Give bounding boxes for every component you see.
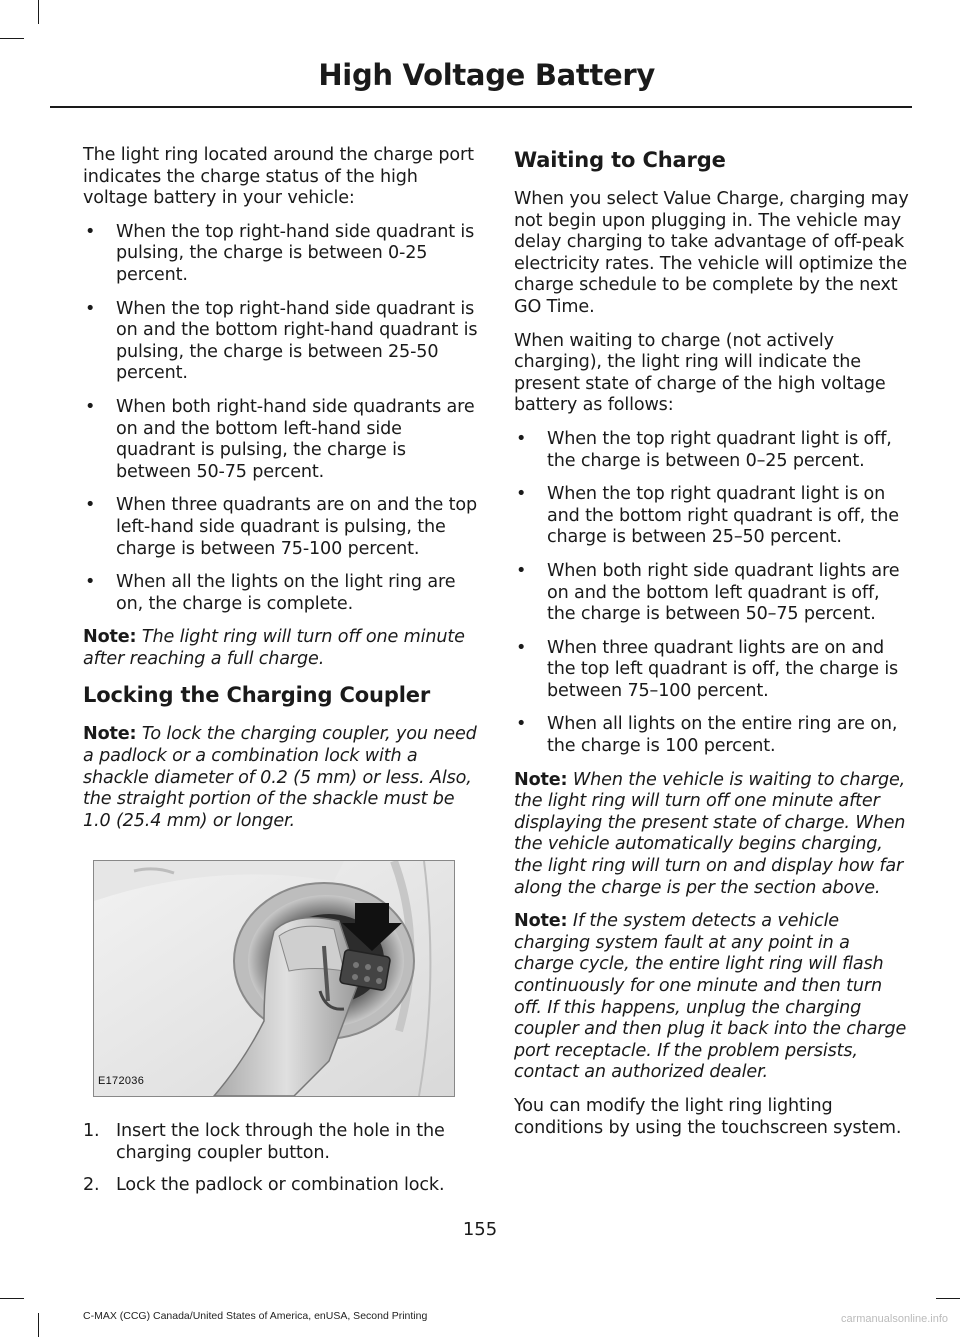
note-padlock <box>83 724 478 832</box>
header-divider <box>50 106 912 108</box>
page-title: High Voltage Battery <box>318 58 655 92</box>
step-text: Insert the lock through the hole in the charging coupler button. <box>116 1121 445 1164</box>
note-label: Note: <box>83 627 137 648</box>
note-waiting <box>514 770 909 900</box>
note-text: The light ring will turn off one minute after reaching a full charge. <box>83 627 465 669</box>
note-label: Note: <box>514 911 568 932</box>
list-item: • When both right side quadrant lights are on and the bottom left quadrant is off, the charge is between 50–75 percent. <box>514 561 909 626</box>
value-charge-paragraph: When you select Value Charge, charging may not begin upon plugging in. The vehicle may delay charging to take advantage of off-peak electricity rates. The vehicle will optimize the charge schedule to be complete by the next GO Time. <box>514 189 909 317</box>
section-heading-waiting: Waiting to Charge <box>514 148 726 172</box>
list-item: • When three quadrants are on and the top left-hand side quadrant is pulsing, the charge is between 75-100 percent. <box>83 495 478 560</box>
note-full-charge <box>83 627 478 670</box>
footer-edition: C-MAX (CCG) Canada/United States of America, enUSA, Second Printing <box>83 1310 428 1322</box>
step-item <box>83 1175 478 1197</box>
coupler-lock-drawing <box>94 861 454 1096</box>
right-column <box>514 145 909 1151</box>
step-number: 2. <box>83 1174 100 1195</box>
list-item: • When both right-hand side quadrants are on and the bottom left-hand side quadrant is pulsing, the charge is between 50-75 percent. <box>83 397 478 483</box>
section-heading-locking: Locking the Charging Coupler <box>83 683 431 708</box>
step-item <box>83 1121 478 1164</box>
note-text: If the system detects a vehicle charging system fault at any point in a charge cycle, the entire light ring will flash continuously for one minute and then turn off. If this happens, unplug the charging coupler and then plug it back into the charge port receptacle. If the problem persists, contact an authorized dealer. <box>514 911 907 1083</box>
crop-mark <box>936 1298 960 1299</box>
intro-paragraph: The light ring located around the charge port indicates the charge status of the high voltage battery in your vehicle: <box>83 145 474 209</box>
left-column <box>83 145 478 1206</box>
note-text: To lock the charging coupler, you need a padlock or a combination lock with a shackle diameter of 0.2 (5 mm) or less. Also, the straight portion of the shackle must be 1.0 (25.4 mm) or longer. <box>83 724 477 831</box>
note-fault <box>514 911 909 1084</box>
note-label: Note: <box>83 724 137 745</box>
note-label: Note: <box>514 769 568 790</box>
crop-mark <box>0 38 24 39</box>
list-item: • When the top right quadrant light is on and the bottom right quadrant is off, the charge is between 25–50 percent. <box>514 484 909 549</box>
page-number: 155 <box>462 1219 498 1240</box>
figure-code: E172036 <box>98 1074 145 1087</box>
step-text: Lock the padlock or combination lock. <box>116 1174 445 1195</box>
watermark: carmanualsonline.info <box>840 1313 948 1325</box>
charge-status-list <box>83 222 478 616</box>
list-item: • When the top right-hand side quadrant is on and the bottom right-hand quadrant is pulsing, the charge is between 25-50 percent. <box>83 299 478 385</box>
list-item: • When the top right-hand side quadrant is pulsing, the charge is between 0-25 percent. <box>83 222 478 287</box>
waiting-paragraph: When waiting to charge (not actively charging), the light ring will indicate the present state of charge of the high voltage battery as follows: <box>514 330 886 416</box>
charging-coupler-illustration <box>93 860 455 1097</box>
crop-mark <box>38 0 39 24</box>
crop-mark <box>0 1298 24 1299</box>
touchscreen-paragraph: You can modify the light ring lighting conditions by using the touchscreen system. <box>514 1095 902 1138</box>
list-item: • When the top right quadrant light is off, the charge is between 0–25 percent. <box>514 429 909 472</box>
step-number: 1. <box>83 1121 100 1142</box>
crop-mark <box>38 1313 39 1337</box>
list-item: • When three quadrant lights are on and the top left quadrant is off, the charge is between 75–100 percent. <box>514 638 909 703</box>
locking-steps <box>83 1121 478 1196</box>
note-text: When the vehicle is waiting to charge, the light ring will turn off one minute after displaying the present state of charge. When the vehicle automatically begins charging, the light ring will turn on and display how far along the charge is per the section above. <box>514 769 906 898</box>
waiting-status-list <box>514 429 909 758</box>
list-item: • When all lights on the entire ring are on, the charge is 100 percent. <box>514 714 909 757</box>
list-item: • When all the lights on the light ring are on, the charge is complete. <box>83 572 478 615</box>
